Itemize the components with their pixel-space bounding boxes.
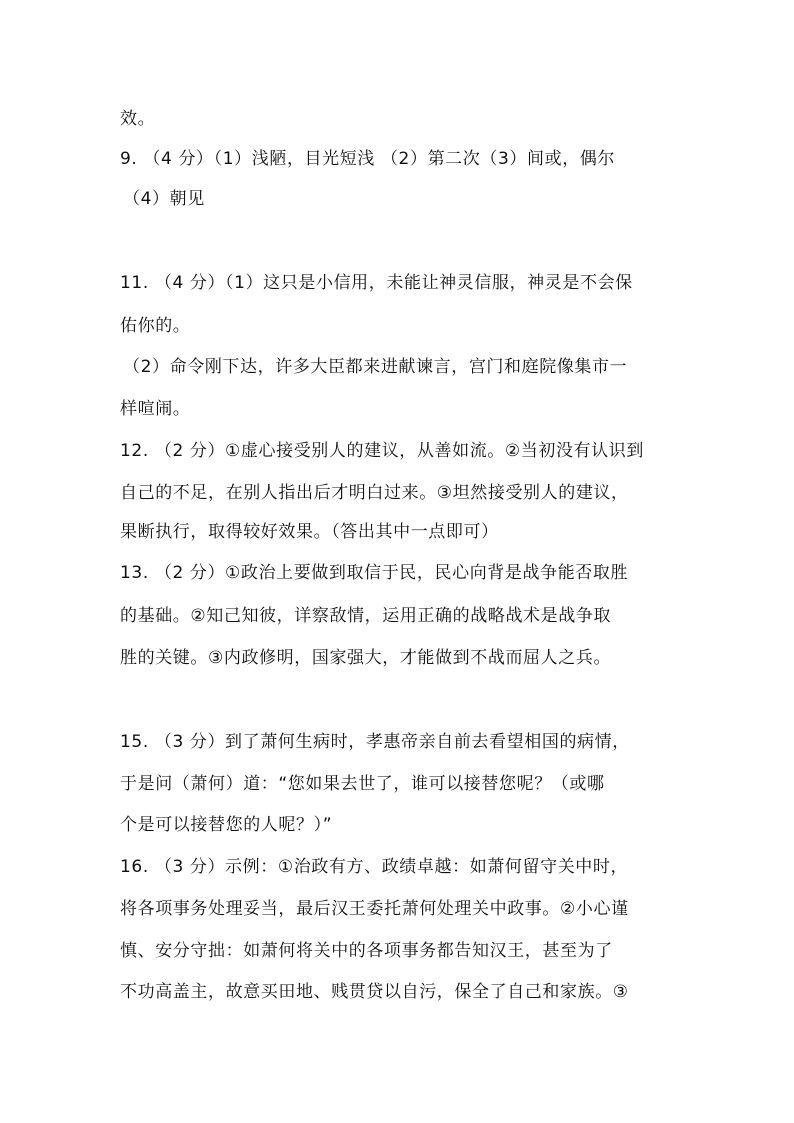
text-line: 11. （4 分）（1）这只是小信用，未能让神灵信服，神灵是不会保 (120, 273, 633, 293)
text-line: 佑你的。 (120, 316, 191, 336)
text-line: （4）朝见 (123, 189, 205, 209)
text-line: 的基础。②知己知彼，详察敌情，运用正确的战略战术是战争取 (120, 606, 612, 626)
text-line: 果断执行，取得较好效果。（答出其中一点即可） (120, 522, 499, 542)
text-line: 不功高盖主，故意买田地、贱贯贷以自污，保全了自己和家族。③ (120, 982, 629, 1002)
text-line: （2）命令刚下达，许多大臣都来进献谏言，宫门和庭院像集市一 (123, 357, 628, 377)
text-line: 12. （2 分）①虚心接受别人的建议，从善如流。②当初没有认识到 (120, 441, 644, 461)
text-line: 15. （3 分）到了萧何生病时，孝惠帝亲自前去看望相国的病情， (120, 732, 630, 752)
text-line: 于是问（萧何）道：“您如果去世了，谁可以接替您呢？（或哪 (120, 774, 605, 794)
text-line: 效。 (120, 109, 156, 129)
text-line: 9. （4 分）（1）浅陋，目光短浅 （2）第二次（3）间或，偶尔 (120, 149, 615, 169)
text-line: 自己的不足，在别人指出后才明白过来。③坦然接受别人的建议， (120, 483, 629, 503)
text-line: 胜的关键。③内政修明，国家强大，才能做到不战而屈人之兵。 (120, 648, 612, 668)
text-line: 将各项事务处理妥当，最后汉王委托萧何处理关中政事。②小心谨 (120, 899, 629, 919)
text-line: 16. （3 分）示例：①治政有方、政绩卓越：如萧何留守关中时， (120, 857, 629, 877)
text-line: 慎、安分守拙：如萧何将关中的各项事务都告知汉王，甚至为了 (120, 941, 613, 961)
text-line: 13. （2 分）①政治上要做到取信于民，民心向背是战争能否取胜 (120, 563, 629, 583)
text-line: 样喧闹。 (120, 399, 191, 419)
text-line: 个是可以接替您的人呢？）” (120, 815, 333, 835)
